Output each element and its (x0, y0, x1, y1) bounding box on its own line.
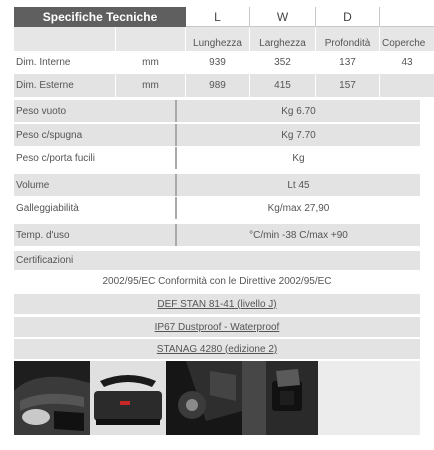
spec-value: Kg 6.70 (281, 105, 316, 117)
case-handle-photo (90, 361, 166, 435)
certifications-label: Certificazioni (16, 255, 74, 266)
certification-item (14, 317, 420, 337)
row-value-length: 989 (186, 74, 250, 97)
case-valve-image (242, 361, 318, 435)
row-value-depth: 157 (316, 74, 380, 97)
subheader-length: Lunghezza (186, 27, 250, 51)
case-handle-image (90, 361, 166, 435)
column-letter-w: W (250, 7, 316, 27)
certification-text: DEF STAN 81-41 (livello J) (157, 298, 277, 310)
subheader-lid: Coperche (380, 27, 434, 51)
spec-value: Kg 7.70 (281, 129, 316, 141)
certification-text: IP67 Dustproof - Waterproof (154, 321, 280, 333)
spec-label: Temp. d'uso (16, 229, 70, 241)
row-value-width: 352 (250, 51, 316, 74)
spec-label: Peso vuoto (16, 105, 67, 117)
certifications-header (14, 251, 420, 270)
spec-row-buoyancy (14, 197, 420, 219)
certification-item (14, 271, 420, 291)
spec-label: Volume (16, 179, 50, 191)
spec-row-empty-weight (14, 100, 420, 122)
case-latch-photo (14, 361, 90, 435)
certification-text: 2002/95/EC Conformità con le Direttive 2002/95/EC (102, 275, 332, 287)
spec-row-temperature (14, 224, 420, 246)
row-value-length: 939 (186, 51, 250, 74)
spec-label: Peso c/porta fucili (16, 152, 95, 164)
row-value-depth: 137 (316, 51, 380, 74)
column-letter-blank (380, 7, 434, 27)
certification-text: STANAG 4280 (edizione 2) (156, 343, 278, 355)
dimensions-table (14, 7, 434, 97)
spec-row-volume (14, 174, 420, 196)
row-unit: mm (116, 74, 186, 97)
case-latch-image (14, 361, 90, 435)
table-row (14, 74, 434, 97)
spec-row-weight-foam (14, 124, 420, 146)
row-label: Dim. Interne (14, 51, 116, 74)
column-letter-d: D (316, 7, 380, 27)
case-wheel-image (166, 361, 242, 435)
subheader-width: Larghezza (250, 27, 316, 51)
row-unit: mm (116, 51, 186, 74)
spec-label: Peso c/spugna (16, 129, 83, 141)
certification-item (14, 294, 420, 314)
row-value-lid: 43 (401, 57, 413, 68)
certification-item (14, 339, 420, 359)
spec-value: Kg/max 27,90 (267, 202, 330, 214)
subheader-empty-label (14, 27, 116, 51)
subheader-empty-unit (116, 27, 186, 51)
spec-label: Galleggiabilità (16, 202, 79, 214)
case-wheel-photo (166, 361, 242, 435)
spec-value: Kg (292, 152, 305, 164)
row-value-lid (380, 74, 434, 97)
table-title: Specifiche Tecniche (14, 7, 186, 27)
case-valve-photo (242, 361, 318, 435)
row-label: Dim. Esterne (14, 74, 116, 97)
row-value-width: 415 (250, 74, 316, 97)
column-letter-l: L (186, 7, 250, 27)
spec-row-weight-gun-holder (14, 147, 420, 169)
table-row (14, 51, 434, 74)
subheader-depth: Profondità (316, 27, 380, 51)
spec-value: °C/min -38 C/max +90 (249, 229, 348, 241)
spec-value: Lt 45 (287, 179, 310, 191)
